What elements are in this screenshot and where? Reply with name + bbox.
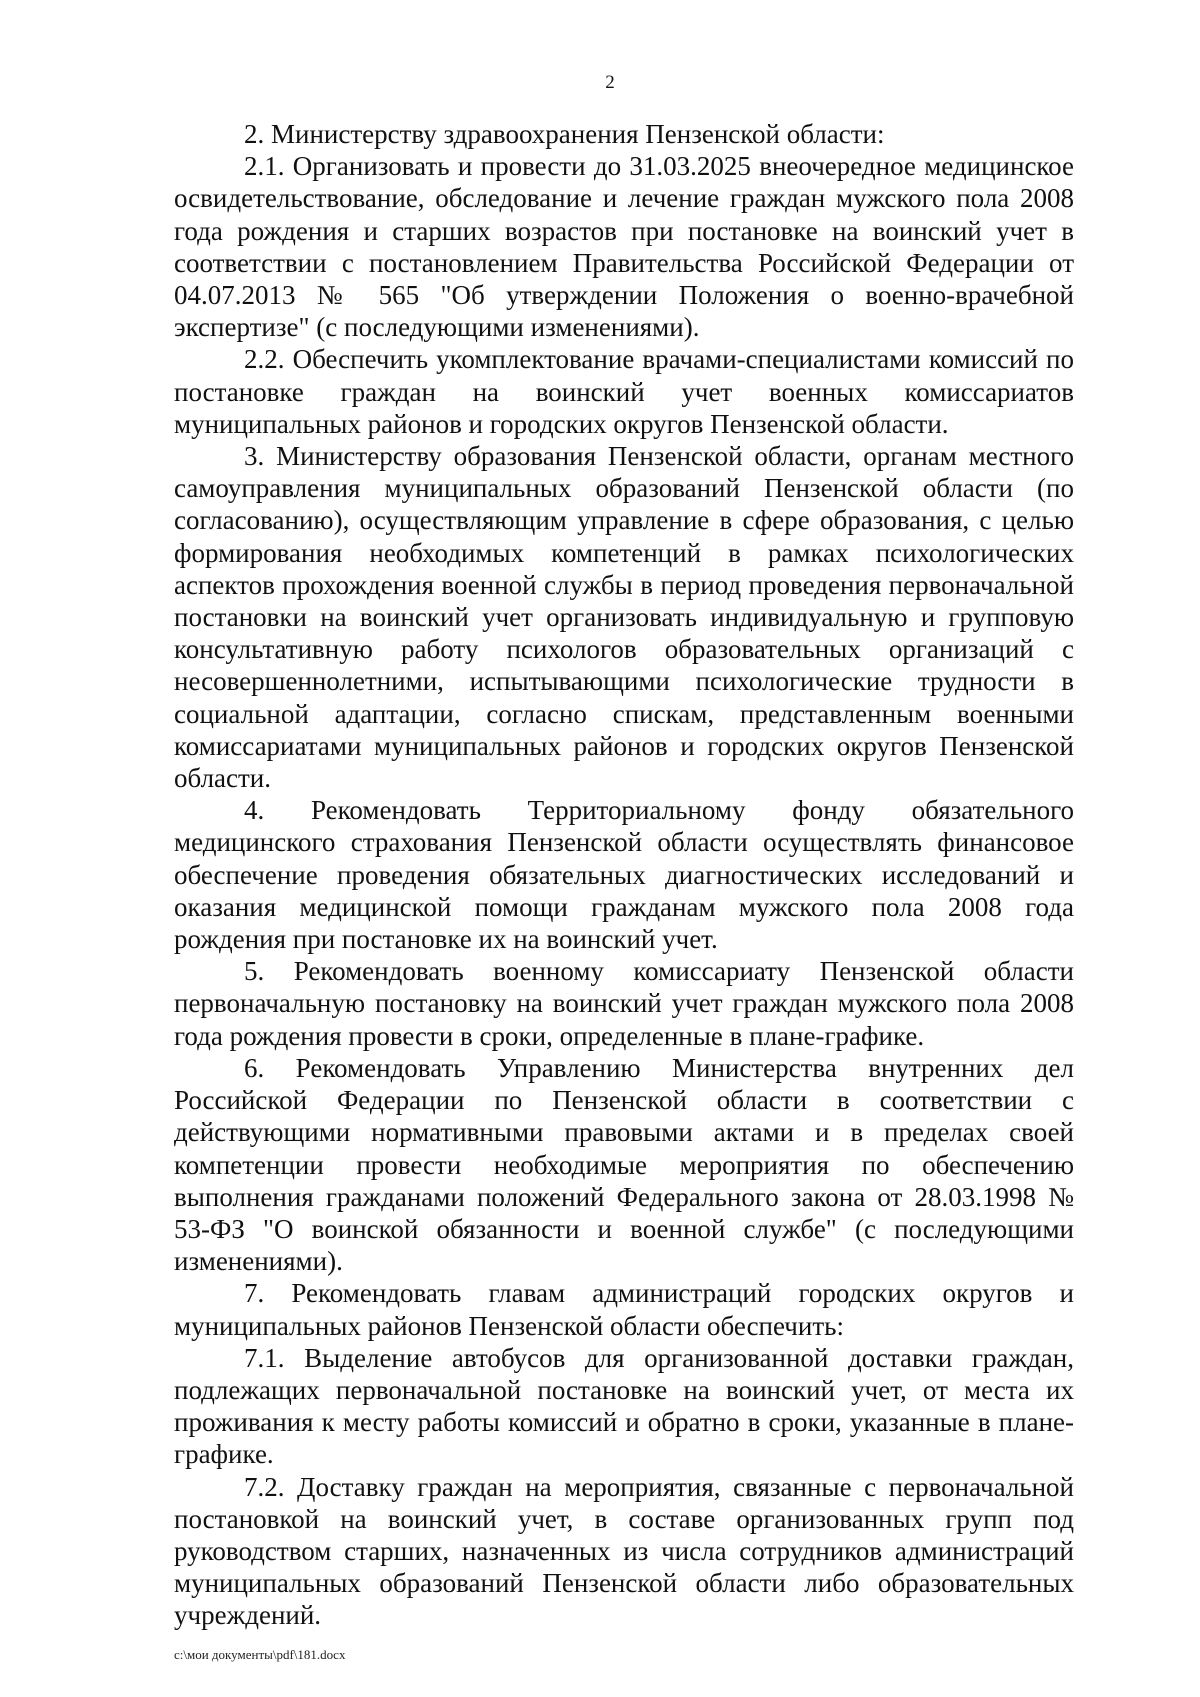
paragraph-2-2: 2.2. Обеспечить укомплектование врачами-специалистами комиссий по постановке граждан на воинский учет военных комиссариатов муниципальных районов и городских округов Пензенской области.	[174, 344, 1074, 439]
footer-file-path: c:\мои документы\pdf\181.docx	[174, 1647, 346, 1662]
paragraph-7-2: 7.2. Доставку граждан на мероприятия, связанные с первоначальной постановкой на воинский учет, в составе организованных групп под руководством старших, назначенных из числа сотрудников администраций муниципальных образований Пензенской области либо образовательных учреждений.	[174, 1471, 1074, 1631]
paragraph-2-1: 2.1. Организовать и провести до 31.03.2025 внеочередное медицинское освидетельствование, обследование и лечение граждан мужского пола 2008 года рождения и старших возрастов при постановке на воинский учет в соответствии с постановлением Правительства Российской Федерации от 04.07.2013 № 565 "Об утверждении Положения о военно-врачебной экспертизе" (с последующими изменениями).	[174, 151, 1074, 343]
document-body	[174, 118, 1074, 1632]
paragraph-6: 6. Рекомендовать Управлению Министерства внутренних дел Российской Федерации по Пензенской области в соответствии с действующими нормативными правовыми актами и в пределах своей компетенции провести необходимые мероприятия по обеспечению выполнения гражданами положений Федерального закона от 28.03.1998 № 53-ФЗ "О воинской обязанности и военной службе" (с последующими изменениями).	[174, 1052, 1074, 1277]
page-number: 2	[605, 72, 615, 93]
paragraph-5: 5. Рекомендовать военному комиссариату Пензенской области первоначальную постановку на воинский учет граждан мужского пола 2008 года рождения провести в сроки, определенные в плане-графике.	[174, 956, 1074, 1051]
paragraph-7: 7. Рекомендовать главам администраций городских округов и муниципальных районов Пензенской области обеспечить:	[174, 1278, 1074, 1341]
paragraph-2: 2. Министерству здравоохранения Пензенской области:	[244, 119, 885, 149]
paragraph-3: 3. Министерству образования Пензенской области, органам местного самоуправления муниципальных образований Пензенской области (по согласованию), осуществляющим управление в сфере образования, с целью формирования необходимых компетенций в рамках психологических аспектов прохождения военной службы в период проведения первоначальной постановки на воинский учет организовать индивидуальную и групповую консультативную работу психологов образовательных организаций с несовершеннолетними, испытывающими психологические трудности в социальной адаптации, согласно спискам, представленным военными комиссариатами муниципальных районов и городских округов Пензенской области.	[174, 441, 1074, 794]
paragraph-4: 4. Рекомендовать Территориальному фонду обязательного медицинского страхования Пензенской области осуществлять финансовое обеспечение проведения обязательных диагностических исследований и оказания медицинской помощи гражданам мужского пола 2008 года рождения при постановке их на воинский учет.	[174, 795, 1074, 955]
paragraph-7-1: 7.1. Выделение автобусов для организованной доставки граждан, подлежащих первоначальной постановке на воинский учет, от места их проживания к месту работы комиссий и обратно в сроки, указанные в плане-графике.	[174, 1342, 1074, 1470]
